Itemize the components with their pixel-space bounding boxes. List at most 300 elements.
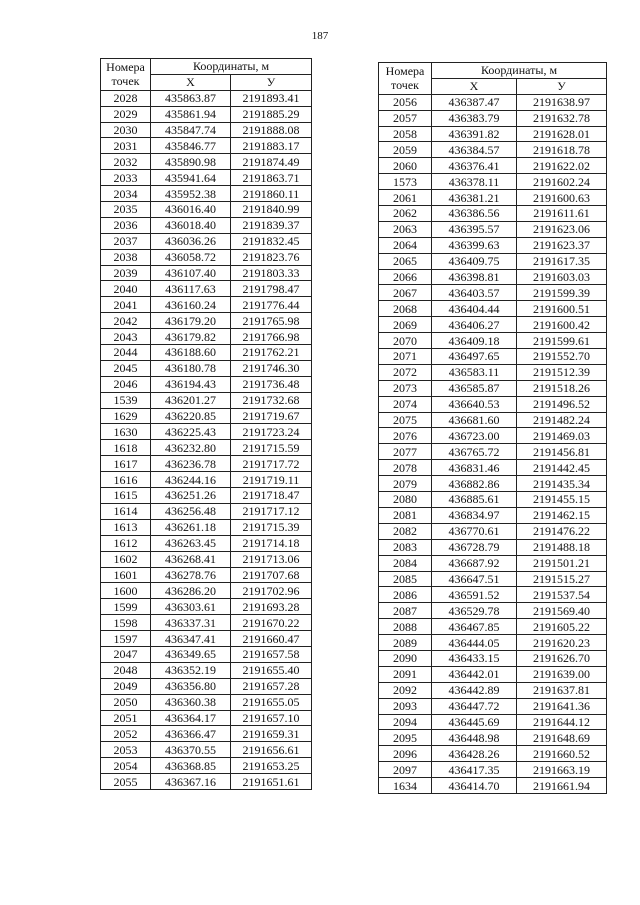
point-number-cell: 2076 [379,428,432,444]
point-number-cell: 2053 [101,742,151,758]
point-number-cell: 2078 [379,460,432,476]
point-number-cell: 2061 [379,190,432,206]
point-number-cell: 2043 [101,329,151,345]
x-coordinate-cell: 436395.57 [432,221,517,237]
table-row [101,599,312,615]
table-row [379,94,607,110]
x-coordinate-cell: 436882.86 [432,476,517,492]
point-number-cell: 1599 [101,599,151,615]
y-coordinate-cell: 2191660.47 [231,631,312,647]
x-coordinate-cell: 436251.26 [151,488,231,504]
point-number-cell: 2049 [101,678,151,694]
point-number-cell: 2044 [101,345,151,361]
x-coordinate-cell: 436370.55 [151,742,231,758]
point-number-cell: 2042 [101,313,151,329]
point-number-cell: 2069 [379,317,432,333]
left-table-body [101,90,312,789]
point-number-cell: 2081 [379,507,432,523]
x-coordinate-cell: 436160.24 [151,297,231,313]
table-row [101,615,312,631]
table-row [101,329,312,345]
table-row [101,345,312,361]
point-number-cell: 1597 [101,631,151,647]
y-coordinate-cell: 2191644.12 [517,714,607,730]
point-number-cell: 2070 [379,333,432,349]
x-coordinate-cell: 436404.44 [432,301,517,317]
x-coordinate-cell: 436225.43 [151,424,231,440]
table-row [379,333,607,349]
point-number-cell: 2057 [379,110,432,126]
point-number-cell: 2094 [379,714,432,730]
x-coordinate-cell: 436268.41 [151,551,231,567]
x-coordinate-cell: 436723.00 [432,428,517,444]
table-row [101,376,312,392]
x-coordinate-cell: 436036.26 [151,233,231,249]
table-row [101,281,312,297]
point-number-cell: 1618 [101,440,151,456]
y-coordinate-cell: 2191620.23 [517,635,607,651]
table-row [379,619,607,635]
y-coordinate-cell: 2191476.22 [517,523,607,539]
y-coordinate-cell: 2191600.63 [517,190,607,206]
x-coordinate-cell: 435847.74 [151,122,231,138]
y-coordinate-cell: 2191832.45 [231,233,312,249]
x-coordinate-cell: 436442.89 [432,682,517,698]
x-coordinate-cell: 436399.63 [432,237,517,253]
y-coordinate-cell: 2191736.48 [231,376,312,392]
y-column-header: У [517,78,607,94]
table-row [101,138,312,154]
table-row [101,313,312,329]
point-header-line1: Номера [385,64,425,79]
table-row [379,539,607,555]
table-row [379,603,607,619]
table-row [379,301,607,317]
table-row [379,364,607,380]
point-number-cell: 2056 [379,94,432,110]
point-number-cell: 2059 [379,142,432,158]
table-row [101,424,312,440]
x-coordinate-cell: 436591.52 [432,587,517,603]
point-number-cell: 2060 [379,158,432,174]
table-row [379,778,607,794]
point-number-cell: 2068 [379,301,432,317]
point-number-cell: 2071 [379,349,432,365]
table-row [379,698,607,714]
y-coordinate-cell: 2191715.59 [231,440,312,456]
y-coordinate-cell: 2191639.00 [517,666,607,682]
y-coordinate-cell: 2191618.78 [517,142,607,158]
point-number-cell: 2038 [101,249,151,265]
y-coordinate-cell: 2191860.11 [231,186,312,202]
y-coordinate-cell: 2191657.58 [231,646,312,662]
point-number-cell: 1634 [379,778,432,794]
y-coordinate-cell: 2191714.18 [231,535,312,551]
y-coordinate-cell: 2191713.06 [231,551,312,567]
x-coordinate-cell: 436433.15 [432,650,517,666]
y-coordinate-cell: 2191603.03 [517,269,607,285]
point-number-cell: 2083 [379,539,432,555]
table-row [379,174,607,190]
x-coordinate-cell: 436428.26 [432,746,517,762]
y-coordinate-cell: 2191599.39 [517,285,607,301]
y-coordinate-cell: 2191661.94 [517,778,607,794]
x-coordinate-cell: 436585.87 [432,380,517,396]
y-coordinate-cell: 2191823.76 [231,249,312,265]
point-number-cell: 2091 [379,666,432,682]
x-coordinate-cell: 435863.87 [151,90,231,106]
table-row [101,186,312,202]
x-coordinate-cell: 436640.53 [432,396,517,412]
table-row [101,631,312,647]
y-coordinate-cell: 2191623.37 [517,237,607,253]
table-row [101,360,312,376]
y-coordinate-cell: 2191617.35 [517,253,607,269]
table-row [379,412,607,428]
table-row [379,460,607,476]
point-number-cell: 2074 [379,396,432,412]
x-coordinate-cell: 436256.48 [151,503,231,519]
y-coordinate-cell: 2191655.40 [231,662,312,678]
y-coordinate-cell: 2191718.47 [231,488,312,504]
point-number-cell: 2085 [379,571,432,587]
x-coordinate-cell: 436201.27 [151,392,231,408]
point-number-cell: 2041 [101,297,151,313]
y-coordinate-cell: 2191693.28 [231,599,312,615]
x-coordinate-cell: 436770.61 [432,523,517,539]
y-coordinate-cell: 2191717.72 [231,456,312,472]
y-coordinate-cell: 2191496.52 [517,396,607,412]
y-coordinate-cell: 2191469.03 [517,428,607,444]
point-number-cell: 2037 [101,233,151,249]
table-row [379,444,607,460]
x-coordinate-cell: 436352.19 [151,662,231,678]
table-row [379,380,607,396]
point-number-cell: 2073 [379,380,432,396]
point-number-cell: 2033 [101,170,151,186]
x-coordinate-cell: 436356.80 [151,678,231,694]
y-coordinate-cell: 2191600.51 [517,301,607,317]
table-row [379,285,607,301]
point-number-cell: 2079 [379,476,432,492]
x-coordinate-cell: 436360.38 [151,694,231,710]
x-coordinate-cell: 436016.40 [151,202,231,218]
point-number-header [379,63,432,95]
table-row [379,523,607,539]
table-row [101,535,312,551]
y-coordinate-cell: 2191803.33 [231,265,312,281]
y-coordinate-cell: 2191840.99 [231,202,312,218]
y-coordinate-cell: 2191655.05 [231,694,312,710]
table-row [101,551,312,567]
table-row [379,317,607,333]
point-number-cell: 2088 [379,619,432,635]
y-coordinate-cell: 2191766.98 [231,329,312,345]
point-number-cell: 2052 [101,726,151,742]
x-coordinate-cell: 436381.21 [432,190,517,206]
x-coordinate-cell: 435846.77 [151,138,231,154]
y-coordinate-cell: 2191442.45 [517,460,607,476]
point-number-cell: 2092 [379,682,432,698]
point-number-cell: 2089 [379,635,432,651]
y-coordinate-cell: 2191611.61 [517,206,607,222]
table-row [101,488,312,504]
point-number-cell: 1630 [101,424,151,440]
table-row [379,190,607,206]
table-row [101,90,312,106]
x-coordinate-cell: 436647.51 [432,571,517,587]
table-row [379,587,607,603]
x-coordinate-cell: 436236.78 [151,456,231,472]
y-coordinate-cell: 2191888.08 [231,122,312,138]
point-number-cell: 2095 [379,730,432,746]
point-number-cell: 2077 [379,444,432,460]
point-number-cell: 2063 [379,221,432,237]
x-coordinate-cell: 436445.69 [432,714,517,730]
point-number-cell: 2065 [379,253,432,269]
x-coordinate-cell: 436414.70 [432,778,517,794]
table-row [379,158,607,174]
table-row [379,396,607,412]
point-number-cell: 1617 [101,456,151,472]
x-coordinate-cell: 435890.98 [151,154,231,170]
x-coordinate-cell: 436232.80 [151,440,231,456]
point-number-header [101,59,151,91]
y-coordinate-cell: 2191455.15 [517,492,607,508]
x-coordinate-cell: 436349.65 [151,646,231,662]
table-row [379,110,607,126]
y-coordinate-cell: 2191602.24 [517,174,607,190]
y-coordinate-cell: 2191648.69 [517,730,607,746]
point-number-cell: 2093 [379,698,432,714]
point-number-cell: 2035 [101,202,151,218]
y-coordinate-cell: 2191707.68 [231,567,312,583]
y-coordinate-cell: 2191632.78 [517,110,607,126]
table-row [101,265,312,281]
table-row [101,519,312,535]
point-number-cell: 2096 [379,746,432,762]
table-row [101,154,312,170]
x-coordinate-cell: 436448.98 [432,730,517,746]
point-header-line1: Номера [106,60,145,75]
x-coordinate-cell: 436467.85 [432,619,517,635]
y-coordinate-cell: 2191512.39 [517,364,607,380]
y-coordinate-cell: 2191482.24 [517,412,607,428]
y-coordinate-cell: 2191488.18 [517,539,607,555]
table-row [101,678,312,694]
y-coordinate-cell: 2191637.81 [517,682,607,698]
table-row [379,126,607,142]
table-row [101,646,312,662]
table-row [101,106,312,122]
point-number-cell: 2046 [101,376,151,392]
x-coordinate-cell: 436263.45 [151,535,231,551]
y-coordinate-cell: 2191659.31 [231,726,312,742]
x-coordinate-cell: 436179.20 [151,313,231,329]
point-number-cell: 2066 [379,269,432,285]
table-row [379,571,607,587]
x-coordinate-cell: 436179.82 [151,329,231,345]
x-coordinate-cell: 436386.56 [432,206,517,222]
point-number-cell: 1614 [101,503,151,519]
table-row [101,217,312,233]
x-coordinate-cell: 436220.85 [151,408,231,424]
point-number-cell: 2031 [101,138,151,154]
point-number-cell: 2064 [379,237,432,253]
point-number-cell: 2036 [101,217,151,233]
x-coordinate-cell: 436497.65 [432,349,517,365]
table-row [101,694,312,710]
x-coordinate-cell: 436244.16 [151,472,231,488]
table-row [379,492,607,508]
point-number-cell: 2058 [379,126,432,142]
x-coordinate-cell: 435941.64 [151,170,231,186]
table-row [379,682,607,698]
point-number-cell: 2047 [101,646,151,662]
y-coordinate-cell: 2191623.06 [517,221,607,237]
y-coordinate-cell: 2191746.30 [231,360,312,376]
point-number-cell: 2067 [379,285,432,301]
table-row [379,428,607,444]
table-row [101,662,312,678]
x-coordinate-cell: 436885.61 [432,492,517,508]
x-coordinate-cell: 436728.79 [432,539,517,555]
table-row [101,567,312,583]
x-coordinate-cell: 436261.18 [151,519,231,535]
table-row [101,456,312,472]
point-number-cell: 1601 [101,567,151,583]
y-coordinate-cell: 2191626.70 [517,650,607,666]
y-coordinate-cell: 2191605.22 [517,619,607,635]
point-number-cell: 2040 [101,281,151,297]
x-coordinate-cell: 436831.46 [432,460,517,476]
x-coordinate-cell: 436442.01 [432,666,517,682]
point-number-cell: 2050 [101,694,151,710]
point-number-cell: 2062 [379,206,432,222]
x-coordinate-cell: 436391.82 [432,126,517,142]
table-row [379,253,607,269]
x-coordinate-cell: 436387.47 [432,94,517,110]
point-number-cell: 2048 [101,662,151,678]
y-coordinate-cell: 2191702.96 [231,583,312,599]
table-row [101,249,312,265]
table-row [101,233,312,249]
table-row [101,758,312,774]
point-number-cell: 1616 [101,472,151,488]
table-row [379,221,607,237]
table-row [101,202,312,218]
point-number-cell: 2054 [101,758,151,774]
y-coordinate-cell: 2191719.67 [231,408,312,424]
point-number-cell: 2032 [101,154,151,170]
point-number-cell: 2072 [379,364,432,380]
y-coordinate-cell: 2191717.12 [231,503,312,519]
table-row [379,476,607,492]
table-row [379,507,607,523]
x-coordinate-cell: 436366.47 [151,726,231,742]
y-coordinate-cell: 2191719.11 [231,472,312,488]
y-coordinate-cell: 2191762.21 [231,345,312,361]
table-row [101,408,312,424]
point-number-cell: 2045 [101,360,151,376]
point-number-cell: 2034 [101,186,151,202]
point-number-cell: 1613 [101,519,151,535]
y-coordinate-cell: 2191651.61 [231,774,312,790]
x-column-header: X [432,78,517,94]
y-coordinate-cell: 2191518.26 [517,380,607,396]
y-coordinate-cell: 2191839.37 [231,217,312,233]
y-coordinate-cell: 2191462.15 [517,507,607,523]
point-number-cell: 2084 [379,555,432,571]
y-coordinate-cell: 2191501.21 [517,555,607,571]
y-coordinate-cell: 2191798.47 [231,281,312,297]
point-number-cell: 2090 [379,650,432,666]
y-coordinate-cell: 2191874.49 [231,154,312,170]
x-coordinate-cell: 436687.92 [432,555,517,571]
table-row [101,122,312,138]
table-row [379,206,607,222]
x-coordinate-cell: 436058.72 [151,249,231,265]
y-coordinate-cell: 2191723.24 [231,424,312,440]
point-number-cell: 1602 [101,551,151,567]
point-number-cell: 1539 [101,392,151,408]
point-number-cell: 2039 [101,265,151,281]
x-coordinate-cell: 436403.57 [432,285,517,301]
y-coordinate-cell: 2191863.71 [231,170,312,186]
y-column-header: У [231,74,312,90]
x-column-header: X [151,74,231,90]
point-number-cell: 2029 [101,106,151,122]
y-coordinate-cell: 2191537.54 [517,587,607,603]
point-number-cell: 1573 [379,174,432,190]
x-coordinate-cell: 436384.57 [432,142,517,158]
point-number-cell: 1598 [101,615,151,631]
table-row [101,742,312,758]
x-coordinate-cell: 436409.75 [432,253,517,269]
point-number-cell: 2087 [379,603,432,619]
x-coordinate-cell: 436286.20 [151,583,231,599]
x-coordinate-cell: 436180.78 [151,360,231,376]
y-coordinate-cell: 2191641.36 [517,698,607,714]
x-coordinate-cell: 436383.79 [432,110,517,126]
coordinates-header: Координаты, м [151,59,312,75]
table-row [101,583,312,599]
y-coordinate-cell: 2191885.29 [231,106,312,122]
table-row [379,666,607,682]
x-coordinate-cell: 436681.60 [432,412,517,428]
table-row [379,762,607,778]
table-row [379,650,607,666]
y-coordinate-cell: 2191732.68 [231,392,312,408]
point-number-cell: 2055 [101,774,151,790]
y-coordinate-cell: 2191660.52 [517,746,607,762]
point-number-cell: 2075 [379,412,432,428]
x-coordinate-cell: 436406.27 [432,317,517,333]
y-coordinate-cell: 2191456.81 [517,444,607,460]
x-coordinate-cell: 436834.97 [432,507,517,523]
table-row [101,392,312,408]
point-number-cell: 1629 [101,408,151,424]
y-coordinate-cell: 2191622.02 [517,158,607,174]
y-coordinate-cell: 2191883.17 [231,138,312,154]
x-coordinate-cell: 436117.63 [151,281,231,297]
page-number: 187 [311,30,329,42]
x-coordinate-cell: 436107.40 [151,265,231,281]
table-row [379,142,607,158]
table-row [379,237,607,253]
y-coordinate-cell: 2191670.22 [231,615,312,631]
table-row [379,730,607,746]
